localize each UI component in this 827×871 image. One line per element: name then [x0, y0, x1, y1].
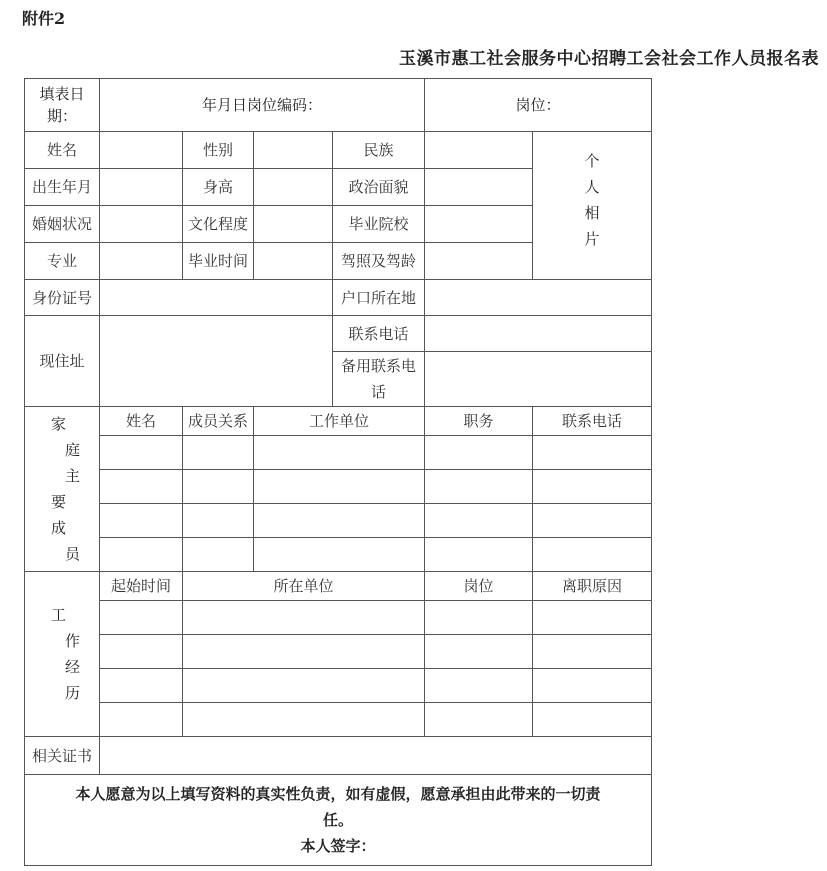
marital-label: 婚姻状况	[25, 206, 100, 243]
work-cell[interactable]	[183, 601, 425, 635]
family-cell[interactable]	[100, 470, 183, 504]
photo-char: 相	[584, 204, 600, 222]
work-cell[interactable]	[533, 601, 652, 635]
photo-char: 个	[584, 152, 600, 170]
certificates-label: 相关证书	[25, 737, 100, 775]
family-row	[25, 538, 652, 572]
id-number-label: 身份证号	[25, 280, 100, 316]
work-cell[interactable]	[100, 635, 183, 669]
work-cell[interactable]	[533, 635, 652, 669]
family-cell[interactable]	[254, 470, 425, 504]
work-row	[25, 703, 652, 737]
grad-time-input[interactable]	[254, 243, 333, 280]
work-cell[interactable]	[100, 601, 183, 635]
family-cell[interactable]	[183, 436, 254, 470]
certificates-input[interactable]	[100, 737, 652, 775]
work-header-employer: 所在单位	[183, 572, 425, 601]
grad-time-label: 毕业时间	[183, 243, 254, 280]
declaration-line-1: 本人愿意为以上填写资料的真实性负责，如有虚假，愿意承担由此带来的一切责	[75, 785, 601, 803]
work-cell[interactable]	[533, 703, 652, 737]
education-input[interactable]	[254, 206, 333, 243]
work-history-label: 工 作 经 历	[25, 572, 100, 737]
height-label: 身高	[183, 169, 254, 206]
family-cell[interactable]	[183, 504, 254, 538]
family-cell[interactable]	[183, 538, 254, 572]
name-label: 姓名	[25, 132, 100, 169]
phone-label: 联系电话	[333, 316, 425, 352]
phone-input[interactable]	[425, 316, 652, 352]
ethnicity-input[interactable]	[425, 132, 533, 169]
photo-char: 人	[584, 178, 600, 196]
form-title: 玉溪市惠工社会服务中心招聘工会社会工作人员报名表	[399, 49, 819, 69]
address-input[interactable]	[100, 316, 333, 407]
family-row	[25, 436, 652, 470]
alt-phone-input[interactable]	[425, 352, 652, 407]
ethnicity-label: 民族	[333, 132, 425, 169]
family-header-title: 职务	[425, 407, 533, 436]
family-cell[interactable]	[254, 538, 425, 572]
work-cell[interactable]	[533, 669, 652, 703]
school-label: 毕业院校	[333, 206, 425, 243]
work-row	[25, 635, 652, 669]
family-cell[interactable]	[100, 538, 183, 572]
family-cell[interactable]	[533, 538, 652, 572]
work-cell[interactable]	[100, 703, 183, 737]
family-cell[interactable]	[183, 470, 254, 504]
attachment-label: 附件2	[22, 9, 66, 28]
registration-form-table	[24, 78, 652, 866]
photo-box[interactable]	[533, 132, 652, 280]
family-header-relation: 成员关系	[183, 407, 254, 436]
family-row	[25, 470, 652, 504]
major-label: 专业	[25, 243, 100, 280]
work-cell[interactable]	[100, 669, 183, 703]
family-header-name: 姓名	[100, 407, 183, 436]
fill-date-label: 填表日期：	[25, 79, 100, 132]
political-label: 政治面貌	[333, 169, 425, 206]
id-number-input[interactable]	[100, 280, 333, 316]
family-section-label: 家 庭 主 要 成 员	[25, 407, 100, 572]
family-cell[interactable]	[425, 436, 533, 470]
work-cell[interactable]	[183, 703, 425, 737]
family-cell[interactable]	[254, 504, 425, 538]
date-and-post-code[interactable]: 年月日岗位编码：	[100, 79, 425, 132]
family-header-employer: 工作单位	[254, 407, 425, 436]
alt-phone-label: 备用联系电话	[333, 352, 425, 407]
declaration-line-2: 任。	[323, 811, 354, 829]
major-input[interactable]	[100, 243, 183, 280]
position-field[interactable]: 岗位：	[425, 79, 652, 132]
family-cell[interactable]	[425, 538, 533, 572]
work-cell[interactable]	[425, 669, 533, 703]
work-cell[interactable]	[425, 703, 533, 737]
work-row	[25, 669, 652, 703]
hukou-input[interactable]	[425, 280, 652, 316]
gender-label: 性别	[183, 132, 254, 169]
family-cell[interactable]	[533, 470, 652, 504]
marital-input[interactable]	[100, 206, 183, 243]
school-input[interactable]	[425, 206, 533, 243]
photo-char: 片	[584, 230, 600, 248]
work-header-reason: 离职原因	[533, 572, 652, 601]
address-label: 现住址	[25, 316, 100, 407]
work-cell[interactable]	[425, 601, 533, 635]
birth-label: 出生年月	[25, 169, 100, 206]
work-header-start: 起始时间	[100, 572, 183, 601]
work-cell[interactable]	[183, 669, 425, 703]
family-cell[interactable]	[100, 504, 183, 538]
education-label: 文化程度	[183, 206, 254, 243]
family-cell[interactable]	[533, 436, 652, 470]
family-header-phone: 联系电话	[533, 407, 652, 436]
hukou-label: 户口所在地	[333, 280, 425, 316]
license-input[interactable]	[425, 243, 533, 280]
signature-label: 本人签字：	[300, 837, 376, 855]
family-cell[interactable]	[425, 504, 533, 538]
family-cell[interactable]	[254, 436, 425, 470]
height-input[interactable]	[254, 169, 333, 206]
birth-input[interactable]	[100, 169, 183, 206]
declaration-block	[25, 775, 652, 866]
family-cell[interactable]	[100, 436, 183, 470]
gender-input[interactable]	[254, 132, 333, 169]
political-input[interactable]	[425, 169, 533, 206]
family-cell[interactable]	[425, 470, 533, 504]
work-row	[25, 601, 652, 635]
family-row	[25, 504, 652, 538]
work-cell[interactable]	[183, 635, 425, 669]
work-cell[interactable]	[425, 635, 533, 669]
license-label: 驾照及驾龄	[333, 243, 425, 280]
name-input[interactable]	[100, 132, 183, 169]
work-header-position: 岗位	[425, 572, 533, 601]
family-cell[interactable]	[533, 504, 652, 538]
